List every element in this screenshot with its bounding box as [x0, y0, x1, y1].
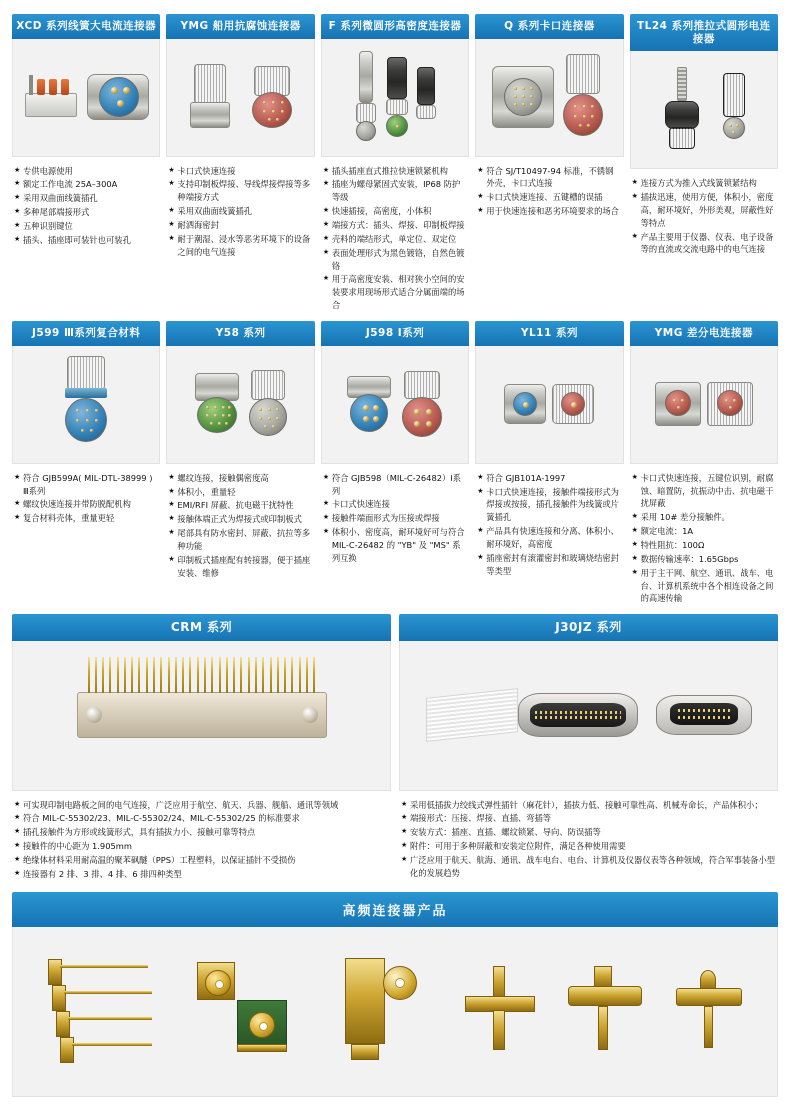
- card-title: TL24 系列推拉式圆形电连接器: [630, 14, 778, 51]
- feature-item: ★ 复合材料壳体，重量更轻: [14, 512, 158, 525]
- feature-list: [475, 157, 623, 219]
- feature-item: ★ 采用 10# 差分接触件。: [632, 511, 776, 524]
- feature-item: ★ 连接器有 2 排、3 排、4 排、6 排四种类型: [14, 868, 389, 881]
- product-row-1: [12, 14, 778, 313]
- feature-item: ★ 五种识别键位: [14, 220, 158, 233]
- product-photo-q: [475, 39, 623, 157]
- product-card-crm: [12, 614, 391, 882]
- feature-item: ★ 绝缘体材料采用耐高温的聚苯砜醚（PPS）工程塑料，以保证插针不受损伤: [14, 854, 389, 867]
- card-title: J598 Ⅰ系列: [321, 321, 469, 346]
- rf-sma-board-connector: [335, 956, 431, 1066]
- feature-item: ★ 支持印制板焊接、导线焊接焊接等多种端接方式: [168, 178, 312, 204]
- feature-list: [475, 464, 623, 579]
- connector-image: [244, 62, 300, 132]
- feature-item: ★ 特性阻抗：100Ω: [632, 539, 776, 552]
- feature-item: ★ 尾部具有防水密封、屏蔽、抗拉等多种功能: [168, 527, 312, 553]
- feature-item: ★ 螺纹连接，接触偶密度高: [168, 472, 312, 485]
- connector-image: [655, 374, 701, 434]
- product-card-q: [475, 14, 623, 313]
- feature-item: ★ 数据传输速率：1.65Gbps: [632, 553, 776, 566]
- feature-item: ★ 多种尾部端接形式: [14, 206, 158, 219]
- feature-item: ★ 壳料的端结形式，单定位、双定位: [323, 233, 467, 246]
- connector-image: [61, 356, 111, 452]
- product-row-2: [12, 321, 778, 606]
- product-card-j598: [321, 321, 469, 606]
- product-photo-xcd: [12, 39, 160, 157]
- banner-title: 高频连接器产品: [12, 892, 778, 927]
- feature-item: ★ 插孔接触件为方形或线簧形式，具有插拔力小、接触可靠等特点: [14, 826, 389, 839]
- feature-item: ★ 用于主干网、航空、通讯、战车、电台、计算机系统中各个相连设备之间的高速传输: [632, 567, 776, 606]
- feature-item: ★ 符合 GJB599A( MIL-DTL-38999 ) Ⅲ系列: [14, 472, 158, 498]
- card-title: F 系列微圆形高密度连接器: [321, 14, 469, 39]
- connector-image: [399, 369, 445, 439]
- feature-item: ★ 附件：可用于多种屏蔽和安装定位附件，满足各种使用需要: [401, 840, 776, 853]
- card-title: Q 系列卡口连接器: [475, 14, 623, 39]
- feature-item: ★ 卡口式快速连接: [323, 498, 467, 511]
- card-title: YMG 船用抗腐蚀连接器: [166, 14, 314, 39]
- card-title: CRM 系列: [12, 614, 391, 640]
- feature-item: ★ 螺纹快速连接并带防脱配机构: [14, 498, 158, 511]
- product-photo-f: [321, 39, 469, 157]
- feature-item: ★ 采用低插拔力绞线式弹性插针（麻花针），插拔力低、接触可靠性高、机械寿命长，产品体积小；: [401, 799, 776, 812]
- card-title: YL11 系列: [475, 321, 623, 346]
- feature-item: ★ 符合 SJ/T10497-94 标准，不锈钢外壳，卡口式连接: [477, 165, 621, 191]
- pin-array: [88, 657, 316, 693]
- feature-item: ★ 插拔迅速，使用方便，体积小，密度高，耐环境好，外形美观，屏蔽性好等特点: [632, 191, 776, 230]
- connector-image: [656, 685, 752, 745]
- feature-item: ★ 接触件的中心距为 1.905mm: [14, 840, 389, 853]
- feature-item: ★ 插头插座直式推拉快速锁紧机构: [323, 165, 467, 178]
- product-photo-ymg-diff: [630, 346, 778, 464]
- feature-list: [166, 464, 314, 581]
- card-title: YMG 差分电连接器: [630, 321, 778, 346]
- product-photo-tl24: [630, 51, 778, 169]
- connector-image: [415, 67, 437, 127]
- feature-item: ★ 卡口式快速连接: [168, 165, 312, 178]
- feature-item: ★ 端接形式：压接、焊接、直插、弯插等: [401, 812, 776, 825]
- feature-list: [12, 464, 160, 526]
- rf-pin-assembly: [48, 951, 158, 1071]
- product-card-yl11: [475, 321, 623, 606]
- feature-item: ★ 快速插接，高密度，小体积: [323, 205, 467, 218]
- product-card-xcd: [12, 14, 160, 313]
- product-card-ymg-diff: [630, 321, 778, 606]
- feature-list: [321, 157, 469, 313]
- product-card-j599: [12, 321, 160, 606]
- rf-products-photo: [12, 927, 778, 1097]
- feature-item: ★ 广泛应用于航天、航海、通讯、战车电台、电台、计算机及仪器仪表等各种领域，符合军事装备小型化的发展趋势: [401, 854, 776, 880]
- feature-item: ★ 体积小，重量轻: [168, 486, 312, 499]
- feature-item: ★ 表面处理形式为黑色镀铬，自然色镀铬: [323, 247, 467, 273]
- feature-item: ★ 接触体端正式为焊接式或印制板式: [168, 513, 312, 526]
- feature-list: [321, 464, 469, 566]
- feature-item: ★ 接触件端面形式为压接或焊接: [323, 512, 467, 525]
- connector-image: [353, 51, 379, 143]
- connector-image: [77, 692, 327, 738]
- card-title: J599 Ⅲ系列复合材料: [12, 321, 160, 346]
- connector-image: [492, 66, 554, 128]
- feature-item: ★ 符合 GJB598（MIL-C-26482）Ⅰ系列: [323, 472, 467, 498]
- feature-item: ★ 卡口式快速连接，接触件端接形式为焊接或按接，插孔接触件为线簧或片簧插孔: [477, 486, 621, 525]
- feature-list: [12, 791, 391, 882]
- connector-image: [504, 378, 546, 430]
- connector-image: [560, 54, 606, 140]
- feature-item: ★ 用于快速连接和恶劣环境要求的场合: [477, 205, 621, 218]
- feature-item: ★ 可实现印制电路板之间的电气连接，广泛应用于航空、航天、兵器、舰船、通讯等领域: [14, 799, 389, 812]
- connector-image: [193, 371, 241, 437]
- connector-image: [707, 374, 753, 434]
- product-card-y58: [166, 321, 314, 606]
- ribbon-cable: [426, 688, 518, 742]
- dsub-connector: [518, 693, 638, 737]
- product-row-3: [12, 614, 778, 882]
- feature-item: ★ EMI/RFI 屏蔽、抗电磁干扰特性: [168, 499, 312, 512]
- feature-item: ★ 采用双曲面线簧插孔: [168, 205, 312, 218]
- card-title: Y58 系列: [166, 321, 314, 346]
- feature-item: ★ 耐于潮湿、浸水等恶劣环境下的设备之间的电气连接: [168, 233, 312, 259]
- product-photo-j30jz: [399, 641, 778, 791]
- feature-item: ★ 体积小、密度高，耐环境好可与符合 MIL-C-26482 的 "YB" 及 "MS" 系列互换: [323, 526, 467, 565]
- product-card-tl24: [630, 14, 778, 313]
- product-photo-crm: [12, 641, 391, 791]
- feature-item: ★ 卡口式快速连接、五键槽的误插: [477, 191, 621, 204]
- product-card-f: [321, 14, 469, 313]
- feature-item: ★ 产品具有快速连接和分离、体积小、耐环境好，高密度: [477, 525, 621, 551]
- feature-item: ★ 插座为螺母紧固式安装，IP68 防护等级: [323, 178, 467, 204]
- connector-image: [552, 378, 594, 430]
- connector-image: [247, 368, 289, 440]
- feature-item: ★ 卡口式快速连接，五键位识别，耐腐蚀、暗置防，抗振动中击、抗电磁干扰屏蔽: [632, 472, 776, 511]
- connector-image: [382, 51, 412, 143]
- connector-image: [23, 71, 81, 123]
- connector-image: [87, 66, 149, 128]
- feature-item: ★ 印制板式插座配有转接器，便于插座安装、维修: [168, 554, 312, 580]
- connector-image: [719, 67, 749, 153]
- feature-item: ★ 符合 MIL-C-55302/23、MIL-C-55302/24、MIL-C-55302/25 的标准要求: [14, 812, 389, 825]
- product-photo-y58: [166, 346, 314, 464]
- product-card-ymg: [166, 14, 314, 313]
- feature-list: [399, 791, 778, 881]
- card-title: XCD 系列线簧大电流连接器: [12, 14, 160, 39]
- feature-item: ★ 插座密封有滚灌密封和玻璃烧结密封等类型: [477, 552, 621, 578]
- feature-item: ★ 端接方式：插头、焊接、印制板焊接: [323, 219, 467, 232]
- feature-item: ★ 连接方式为推入式线簧锁紧结构: [632, 177, 776, 190]
- feature-item: ★ 符合 GJB101A-1997: [477, 472, 621, 485]
- rf-sma-pcb-pair: [191, 956, 301, 1066]
- feature-item: ★ 产品主要用于仪器、仪表、电子设备等的直流或交流电路中的电气连接: [632, 231, 776, 257]
- product-card-j30jz: [399, 614, 778, 882]
- product-photo-j599: [12, 346, 160, 464]
- feature-item: ★ 安装方式：插座、直插、螺纹锁紧、导向、防误插等: [401, 826, 776, 839]
- feature-list: [630, 169, 778, 257]
- feature-list: [12, 157, 160, 248]
- product-photo-yl11: [475, 346, 623, 464]
- feature-list: [166, 157, 314, 260]
- feature-list: [630, 464, 778, 607]
- connector-image: [345, 372, 393, 436]
- connector-image: [659, 67, 713, 153]
- connector-image: [182, 62, 238, 132]
- feature-item: ★ 采用双曲面线簧插孔: [14, 192, 158, 205]
- product-photo-j598: [321, 346, 469, 464]
- product-photo-ymg: [166, 39, 314, 157]
- feature-item: ★ 耐洒海密封: [168, 219, 312, 232]
- connector-image: [426, 693, 638, 737]
- feature-item: ★ 插头、插座即可装针也可装孔: [14, 234, 158, 247]
- card-title: J30JZ 系列: [399, 614, 778, 640]
- feature-item: ★ 用于高密度安装、相对狭小空间的安装要求用现场形式适合分属面端的场合: [323, 273, 467, 312]
- feature-item: ★ 额定电流：1A: [632, 525, 776, 538]
- feature-item: ★ 额定工作电流 25A–300A: [14, 178, 158, 191]
- feature-item: ★ 专供电源使用: [14, 165, 158, 178]
